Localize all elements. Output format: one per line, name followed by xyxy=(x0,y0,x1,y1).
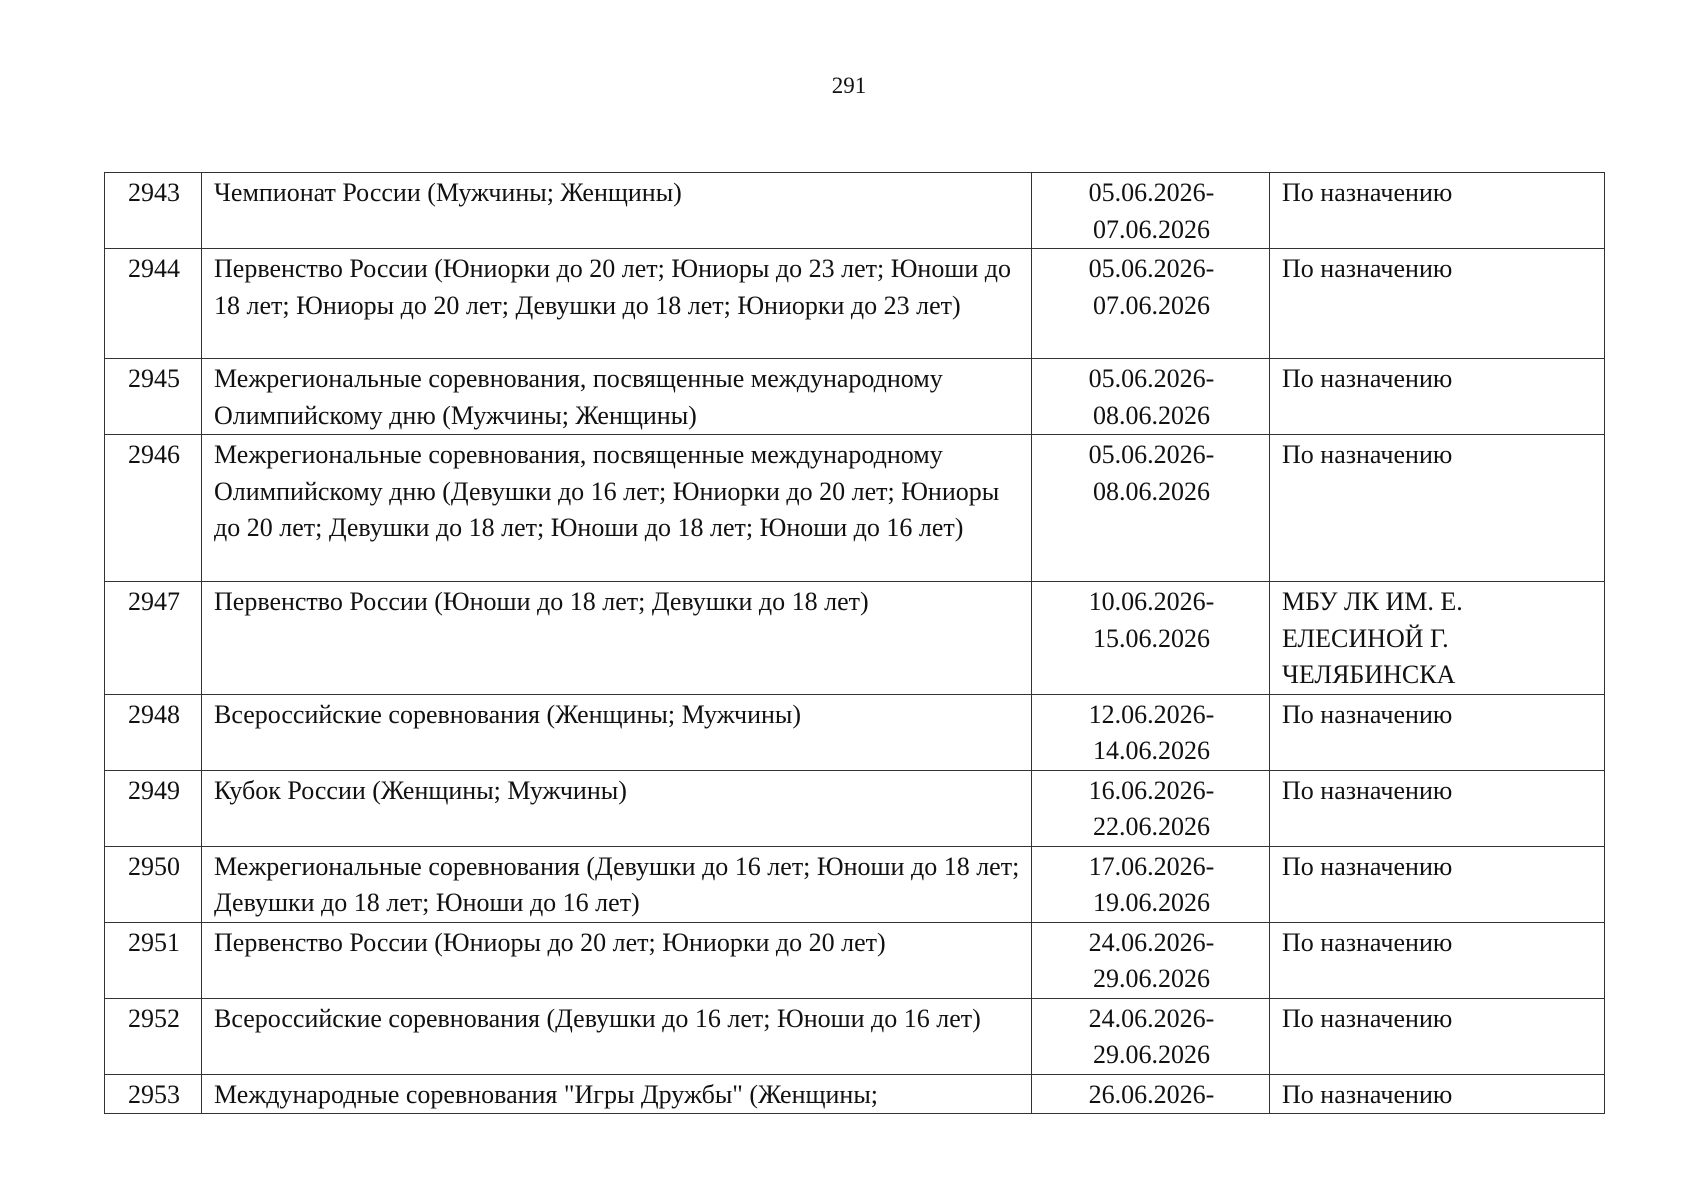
page-number: 291 xyxy=(831,73,867,98)
date-start: 05.06.2026- xyxy=(1088,440,1215,469)
events-table xyxy=(104,172,1605,1114)
event-number: 2945 xyxy=(105,359,202,435)
date-end: 19.06.2026 xyxy=(1093,888,1210,917)
event-number: 2949 xyxy=(105,770,202,846)
event-number: 2946 xyxy=(105,435,202,582)
event-name: Межрегиональные соревнования, посвященные международному Олимпийскому дню (Мужчины; Женщины) xyxy=(202,359,1032,435)
date-end: 08.06.2026 xyxy=(1093,400,1210,430)
date-start: 05.06.2026- xyxy=(1088,364,1215,393)
date-end: 07.06.2026 xyxy=(1093,290,1210,320)
event-dates xyxy=(1032,359,1270,435)
table-row xyxy=(105,435,1605,582)
event-place: По назначению xyxy=(1270,998,1605,1074)
date-start: 24.06.2026- xyxy=(1088,927,1215,957)
date-start: 05.06.2026- xyxy=(1088,178,1215,207)
event-number: 2947 xyxy=(105,582,202,695)
event-dates xyxy=(1032,922,1270,998)
date-start: 05.06.2026- xyxy=(1088,254,1215,283)
event-number: 2943 xyxy=(105,173,202,249)
date-start: 24.06.2026- xyxy=(1088,1003,1215,1033)
event-place: По назначению xyxy=(1270,694,1605,770)
event-name: Всероссийские соревнования (Девушки до 16 лет; Юноши до 16 лет) xyxy=(202,998,1032,1074)
event-place: По назначению xyxy=(1270,173,1605,249)
date-end: 29.06.2026 xyxy=(1093,964,1210,993)
table-row xyxy=(105,249,1605,359)
event-name: Кубок России (Женщины; Мужчины) xyxy=(202,770,1032,846)
event-name: Всероссийские соревнования (Женщины; Мужчины) xyxy=(202,694,1032,770)
date-end: 14.06.2026 xyxy=(1093,736,1210,765)
date-end: 07.06.2026 xyxy=(1093,214,1210,244)
event-place: По назначению xyxy=(1270,770,1605,846)
event-number: 2944 xyxy=(105,249,202,359)
event-place: По назначению xyxy=(1270,359,1605,435)
event-name: Первенство России (Юниорки до 20 лет; Юниоры до 23 лет; Юноши до 18 лет; Юниоры до 20 лет; Девушки до 18 лет; Юниорки до 23 лет) xyxy=(202,249,1032,359)
event-name: Межрегиональные соревнования, посвященные международному Олимпийскому дню (Девушки до 16 лет; Юниорки до 20 лет; Юниоры до 20 лет; Девушки до 18 лет; Юноши до 18 лет; Юноши до 16 лет) xyxy=(202,435,1032,582)
event-dates xyxy=(1032,582,1270,695)
event-dates xyxy=(1032,998,1270,1074)
event-name: Чемпионат России (Мужчины; Женщины) xyxy=(202,173,1032,249)
event-name: Первенство России (Юноши до 18 лет; Девушки до 18 лет) xyxy=(202,582,1032,695)
event-place: По назначению xyxy=(1270,846,1605,922)
date-start: 12.06.2026- xyxy=(1088,699,1215,729)
date-start: 16.06.2026- xyxy=(1088,775,1215,805)
date-start: 17.06.2026- xyxy=(1088,851,1215,881)
table-row xyxy=(105,846,1605,922)
event-dates xyxy=(1032,249,1270,359)
event-dates xyxy=(1032,846,1270,922)
event-dates xyxy=(1032,173,1270,249)
table-row xyxy=(105,998,1605,1074)
event-dates xyxy=(1032,770,1270,846)
event-place: МБУ ЛК ИМ. Е. ЕЛЕСИНОЙ Г. ЧЕЛЯБИНСКА xyxy=(1270,582,1605,695)
date-end: 15.06.2026 xyxy=(1093,623,1210,653)
table-row xyxy=(105,770,1605,846)
event-dates xyxy=(1032,694,1270,770)
table-row xyxy=(105,922,1605,998)
event-name: Межрегиональные соревнования (Девушки до 16 лет; Юноши до 18 лет; Девушки до 18 лет; Юноши до 16 лет) xyxy=(202,846,1032,922)
event-place: По назначению xyxy=(1270,1074,1605,1114)
event-dates xyxy=(1032,435,1270,582)
event-number: 2948 xyxy=(105,694,202,770)
table-row xyxy=(105,582,1605,695)
table-row xyxy=(105,173,1605,249)
date-start: 26.06.2026- xyxy=(1088,1079,1215,1109)
date-start: 10.06.2026- xyxy=(1088,587,1215,616)
table-row xyxy=(105,359,1605,435)
event-dates xyxy=(1032,1074,1270,1114)
event-place: По назначению xyxy=(1270,435,1605,582)
event-number: 2952 xyxy=(105,998,202,1074)
table-row xyxy=(105,1074,1605,1114)
event-number: 2953 xyxy=(105,1074,202,1114)
date-end: 22.06.2026 xyxy=(1093,812,1210,841)
event-name: Международные соревнования "Игры Дружбы" (Женщины; xyxy=(202,1074,1032,1114)
event-name: Первенство России (Юниоры до 20 лет; Юниорки до 20 лет) xyxy=(202,922,1032,998)
date-end: 29.06.2026 xyxy=(1093,1040,1210,1069)
event-number: 2951 xyxy=(105,922,202,998)
event-place: По назначению xyxy=(1270,249,1605,359)
event-number: 2950 xyxy=(105,846,202,922)
date-end: 08.06.2026 xyxy=(1093,476,1210,506)
event-place: По назначению xyxy=(1270,922,1605,998)
table-row xyxy=(105,694,1605,770)
